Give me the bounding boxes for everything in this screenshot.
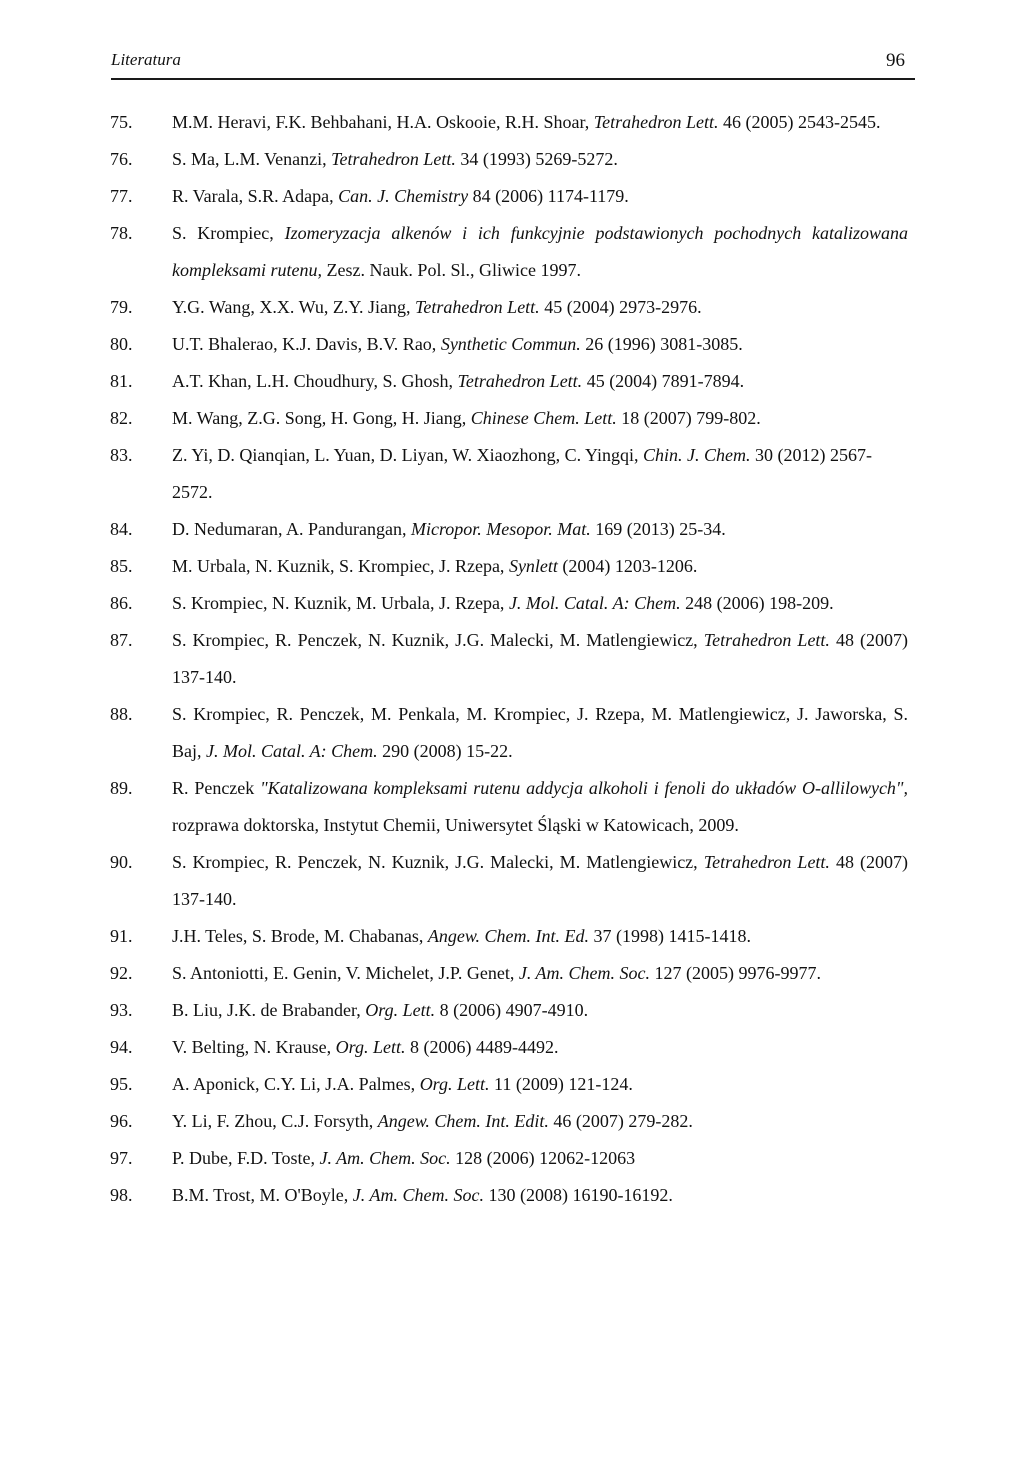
reference-item (110, 622, 908, 696)
reference-text (172, 363, 908, 400)
reference-number: 97. (110, 1148, 133, 1168)
reference-journal: J. Am. Chem. Soc. (518, 963, 650, 983)
reference-details: 8 (2006) 4907-4910. (435, 1000, 589, 1020)
reference-authors: S. Krompiec, N. Kuznik, M. Urbala, J. Rzepa, (172, 593, 509, 613)
reference-details: 248 (2006) 198-209. (680, 593, 834, 613)
reference-number: 81. (110, 371, 133, 391)
reference-journal: Tetrahedron Lett. (415, 297, 540, 317)
reference-number: 87. (110, 630, 133, 650)
reference-number: 79. (110, 297, 133, 317)
reference-authors: M. Wang, Z.G. Song, H. Gong, H. Jiang, (172, 408, 471, 428)
reference-item (110, 215, 908, 289)
reference-journal: J. Mol. Catal. A: Chem. (508, 593, 681, 613)
reference-journal: "Katalizowana kompleksami rutenu addycja alkoholi i fenoli do układów O-allilowych", (260, 778, 908, 798)
reference-number: 77. (110, 186, 133, 206)
reference-journal: Org. Lett. (335, 1037, 406, 1057)
reference-details: 34 (1993) 5269-5272. (455, 149, 618, 169)
reference-authors: M. Urbala, N. Kuznik, S. Krompiec, J. Rzepa, (172, 556, 509, 576)
reference-number: 85. (110, 556, 133, 576)
reference-item (110, 1177, 908, 1214)
reference-journal: Synthetic Commun. (440, 334, 581, 354)
reference-authors: Y. Li, F. Zhou, C.J. Forsyth, (172, 1111, 378, 1131)
reference-details: 169 (2013) 25-34. (590, 519, 726, 539)
reference-details: 46 (2005) 2543-2545. (718, 112, 881, 132)
reference-text (172, 437, 908, 511)
reference-text (172, 178, 908, 215)
reference-text (172, 215, 908, 289)
header-divider (111, 78, 915, 80)
reference-authors: Y.G. Wang, X.X. Wu, Z.Y. Jiang, (172, 297, 415, 317)
reference-authors: P. Dube, F.D. Toste, (172, 1148, 320, 1168)
reference-item (110, 400, 908, 437)
reference-authors: M.M. Heravi, F.K. Behbahani, H.A. Oskooie, R.H. Shoar, (172, 112, 594, 132)
reference-authors: S. Krompiec, R. Penczek, N. Kuznik, J.G. Malecki, M. Matlengiewicz, (172, 630, 704, 650)
reference-authors: B.M. Trost, M. O'Boyle, (172, 1185, 353, 1205)
reference-details: 18 (2007) 799-802. (616, 408, 761, 428)
reference-details: (2004) 1203-1206. (557, 556, 698, 576)
reference-item (110, 437, 908, 511)
reference-details: 84 (2006) 1174-1179. (468, 186, 629, 206)
reference-text (172, 1103, 908, 1140)
reference-details: 37 (1998) 1415-1418. (589, 926, 752, 946)
reference-number: 89. (110, 778, 133, 798)
reference-item (110, 326, 908, 363)
reference-number: 88. (110, 704, 133, 724)
reference-details: 11 (2009) 121-124. (489, 1074, 633, 1094)
reference-number: 98. (110, 1185, 133, 1205)
reference-item (110, 1140, 908, 1177)
reference-authors: S. Krompiec, (172, 223, 285, 243)
reference-journal: Synlett (508, 556, 558, 576)
reference-number: 80. (110, 334, 133, 354)
page-header (111, 40, 905, 80)
reference-text (172, 104, 908, 141)
reference-number: 75. (110, 112, 133, 132)
reference-number: 96. (110, 1111, 133, 1131)
reference-details: 30 (2012) 2567-2572. (172, 445, 872, 502)
section-title: Literatura (111, 50, 181, 69)
reference-journal: Org. Lett. (419, 1074, 490, 1094)
reference-journal: Angew. Chem. Int. Ed. (427, 926, 590, 946)
reference-details: 46 (2007) 279-282. (548, 1111, 693, 1131)
reference-item (110, 289, 908, 326)
reference-authors: J.H. Teles, S. Brode, M. Chabanas, (172, 926, 428, 946)
reference-journal: J. Am. Chem. Soc. (352, 1185, 484, 1205)
reference-number: 90. (110, 852, 133, 872)
reference-journal: Izomeryzacja alkenów i ich funkcyjnie podstawionych pochodnych katalizowana kompleksami rutenu, (172, 223, 909, 280)
reference-list (110, 104, 908, 1214)
reference-details: 127 (2005) 9976-9977. (650, 963, 821, 983)
reference-number: 78. (110, 223, 133, 243)
reference-authors: D. Nedumaran, A. Pandurangan, (172, 519, 411, 539)
reference-details: 48 (2007) 137-140. (172, 852, 908, 909)
reference-number: 92. (110, 963, 133, 983)
reference-authors: B. Liu, J.K. de Brabander, (172, 1000, 366, 1020)
reference-authors: Z. Yi, D. Qianqian, L. Yuan, D. Liyan, W. Xiaozhong, C. Yingqi, (172, 445, 643, 465)
reference-item (110, 1029, 908, 1066)
reference-journal: Chin. J. Chem. (642, 445, 751, 465)
reference-authors: V. Belting, N. Krause, (172, 1037, 336, 1057)
reference-item (110, 696, 908, 770)
reference-text (172, 548, 908, 585)
reference-authors: S. Ma, L.M. Venanzi, (172, 149, 332, 169)
reference-text (172, 844, 908, 918)
reference-journal: Tetrahedron Lett. (703, 630, 830, 650)
reference-text (172, 400, 908, 437)
reference-text (172, 622, 908, 696)
reference-text (172, 1029, 908, 1066)
reference-item (110, 363, 908, 400)
reference-journal: Chinese Chem. Lett. (470, 408, 617, 428)
reference-journal: Tetrahedron Lett. (703, 852, 830, 872)
reference-number: 84. (110, 519, 133, 539)
reference-number: 95. (110, 1074, 133, 1094)
reference-item (110, 844, 908, 918)
reference-text (172, 770, 908, 844)
reference-text (172, 1066, 908, 1103)
reference-details: Zesz. Nauk. Pol. Sl., Gliwice 1997. (321, 260, 581, 280)
reference-authors: A.T. Khan, L.H. Choudhury, S. Ghosh, (172, 371, 458, 391)
reference-details: 128 (2006) 12062-12063 (450, 1148, 636, 1168)
reference-text (172, 992, 908, 1029)
reference-number: 94. (110, 1037, 133, 1057)
reference-item (110, 178, 908, 215)
reference-journal: Can. J. Chemistry (338, 186, 469, 206)
reference-number: 83. (110, 445, 133, 465)
reference-text (172, 1140, 908, 1177)
reference-authors: R. Varala, S.R. Adapa, (172, 186, 339, 206)
reference-number: 93. (110, 1000, 133, 1020)
reference-journal: J. Am. Chem. Soc. (319, 1148, 451, 1168)
reference-item (110, 918, 908, 955)
reference-details: 130 (2008) 16190-16192. (483, 1185, 673, 1205)
reference-text (172, 955, 908, 992)
reference-authors: S. Antoniotti, E. Genin, V. Michelet, J.P. Genet, (172, 963, 519, 983)
reference-item (110, 770, 908, 844)
reference-text (172, 585, 908, 622)
reference-item (110, 1103, 908, 1140)
reference-item (110, 1066, 908, 1103)
reference-journal: Tetrahedron Lett. (331, 149, 456, 169)
reference-number: 76. (110, 149, 133, 169)
reference-details: 26 (1996) 3081-3085. (580, 334, 743, 354)
reference-number: 82. (110, 408, 133, 428)
reference-item (110, 141, 908, 178)
reference-details: 8 (2006) 4489-4492. (405, 1037, 559, 1057)
reference-details: 290 (2008) 15-22. (377, 741, 513, 761)
reference-authors: A. Aponick, C.Y. Li, J.A. Palmes, (172, 1074, 420, 1094)
reference-text (172, 696, 908, 770)
reference-authors: R. Penczek (172, 778, 261, 798)
reference-text (172, 918, 908, 955)
reference-details: rozprawa doktorska, Instytut Chemii, Uniwersytet Śląski w Katowicach, 2009. (172, 815, 739, 835)
reference-details: 48 (2007) 137-140. (172, 630, 908, 687)
reference-authors: S. Krompiec, R. Penczek, M. Penkala, M. Krompiec, J. Rzepa, M. Matlengiewicz, J. Jaworska, S. Baj, (172, 704, 908, 761)
reference-number: 86. (110, 593, 133, 613)
reference-text (172, 1177, 908, 1214)
reference-text (172, 141, 908, 178)
reference-item (110, 104, 908, 141)
reference-authors: S. Krompiec, R. Penczek, N. Kuznik, J.G. Malecki, M. Matlengiewicz, (172, 852, 704, 872)
reference-text (172, 511, 908, 548)
reference-authors: U.T. Bhalerao, K.J. Davis, B.V. Rao, (172, 334, 441, 354)
reference-item (110, 992, 908, 1029)
reference-number: 91. (110, 926, 133, 946)
reference-details: 45 (2004) 2973-2976. (539, 297, 702, 317)
reference-details: 45 (2004) 7891-7894. (582, 371, 745, 391)
reference-journal: Angew. Chem. Int. Edit. (377, 1111, 549, 1131)
reference-item (110, 955, 908, 992)
reference-journal: Micropor. Mesopor. Mat. (410, 519, 591, 539)
reference-text (172, 289, 908, 326)
reference-item (110, 511, 908, 548)
reference-text (172, 326, 908, 363)
reference-journal: Tetrahedron Lett. (457, 371, 583, 391)
reference-journal: Tetrahedron Lett. (593, 112, 719, 132)
reference-item (110, 585, 908, 622)
page-number: 96 (886, 50, 905, 71)
reference-journal: J. Mol. Catal. A: Chem. (206, 741, 378, 761)
reference-journal: Org. Lett. (365, 1000, 436, 1020)
reference-item (110, 548, 908, 585)
